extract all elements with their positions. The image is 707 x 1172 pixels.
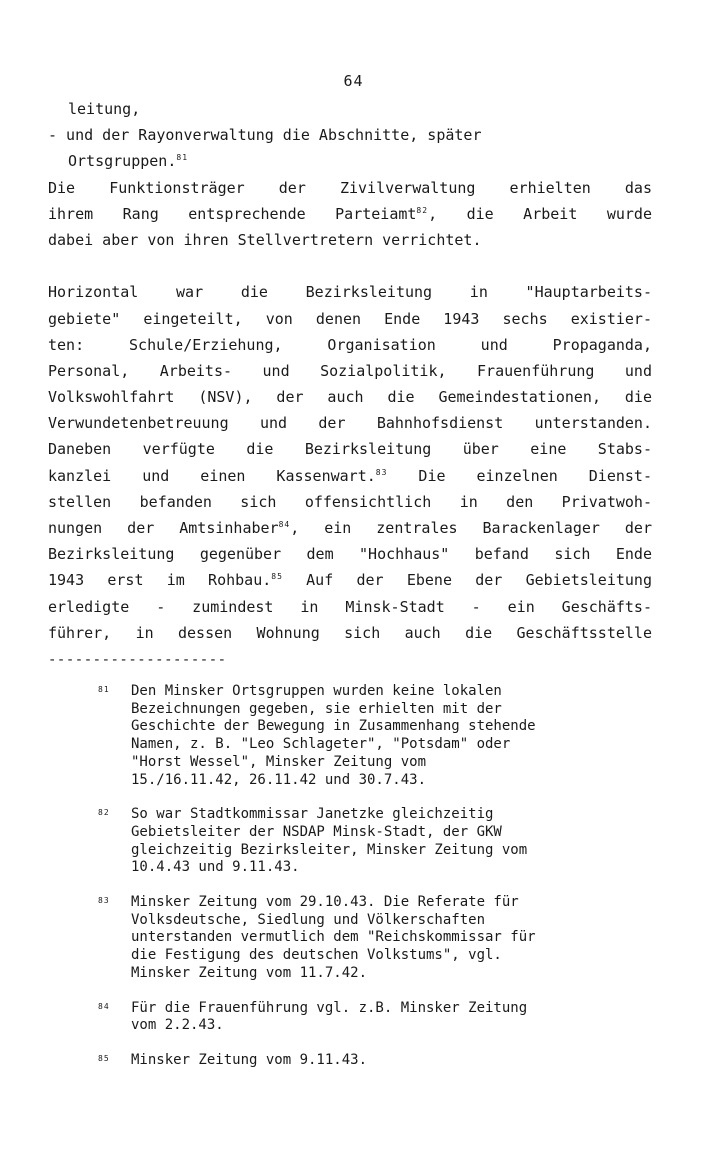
footnote-ref: 83 bbox=[375, 467, 388, 477]
footnote-line: Gebietsleiter der NSDAP Minsk-Stadt, der GKW bbox=[131, 823, 502, 840]
text-line bbox=[48, 463, 652, 489]
text-line bbox=[48, 279, 652, 305]
line-text: Horizontal war die Bezirksleitung in "Hauptarbeits- bbox=[48, 283, 652, 302]
footnote-item bbox=[98, 1052, 658, 1070]
text-line bbox=[48, 489, 652, 515]
line-text: gebiete" eingeteilt, von denen Ende 1943 sechs existier- bbox=[48, 309, 652, 328]
intro-paragraph bbox=[48, 96, 652, 253]
footnote-item bbox=[98, 806, 658, 877]
line-text: nungen der Amtsinhaber bbox=[48, 519, 279, 537]
footnote-line: gleichzeitig Bezirksleiter, Minsker Zeitung vom bbox=[131, 841, 528, 858]
line-text: Die Funktionsträger der Zivilverwaltung erhielten das bbox=[48, 178, 652, 197]
text-line bbox=[48, 306, 652, 332]
footnote-ref: 84 bbox=[278, 520, 291, 529]
footnote-line: Für die Frauenführung vgl. z.B. Minsker Zeitung bbox=[131, 999, 528, 1016]
text-line bbox=[48, 175, 652, 201]
footnote-ref: 85 bbox=[271, 572, 283, 582]
text-line bbox=[48, 567, 652, 593]
line-text: Bezirksleitung gegenüber dem "Hochhaus" befand sich Ende bbox=[48, 545, 652, 564]
footnote-line: Bezeichnungen gegeben, sie erhielten mit der bbox=[131, 700, 502, 717]
footnote-number: 82 bbox=[98, 808, 110, 818]
footnote-number: 85 bbox=[98, 1053, 110, 1063]
line-text: erledigte - zumindest in Minsk-Stadt - ein Geschäfts- bbox=[48, 597, 652, 616]
line-text-continued: Die einzelnen Dienst- bbox=[387, 466, 652, 485]
footnote-line: Den Minsker Ortsgruppen wurden keine lokalen bbox=[131, 683, 502, 699]
footnote-number: 84 bbox=[98, 1001, 110, 1011]
text-line bbox=[48, 96, 652, 122]
line-text: stellen befanden sich offensichtlich in den Privatwoh- bbox=[48, 492, 652, 511]
text-line bbox=[48, 541, 652, 567]
line-text: leitung, bbox=[68, 100, 141, 118]
line-text: - und der Rayonverwaltung die Abschnitte, später bbox=[48, 126, 482, 145]
footnote-line: Minsker Zeitung vom 11.7.42. bbox=[131, 964, 368, 981]
line-text: führer, in dessen Wohnung sich auch die Geschäftsstelle bbox=[48, 623, 652, 642]
text-line bbox=[48, 332, 652, 358]
footnote-line: unterstanden vermutlich dem "Reichskommissar für bbox=[131, 929, 536, 946]
line-text-continued: , die Arbeit wurde bbox=[428, 204, 652, 223]
text-line bbox=[48, 148, 652, 174]
footnote-number: 81 bbox=[98, 685, 110, 694]
text-line bbox=[48, 436, 652, 462]
footnote-number: 83 bbox=[98, 896, 110, 906]
footnote-line: Minsker Zeitung vom 29.10.43. Die Referate für bbox=[131, 894, 519, 911]
footnote-ref: 81 bbox=[176, 153, 189, 163]
text-line bbox=[48, 594, 652, 620]
text-line bbox=[48, 122, 652, 148]
body-text bbox=[48, 96, 652, 646]
line-text: kanzlei und einen Kassenwart. bbox=[48, 466, 376, 485]
text-line bbox=[48, 358, 652, 384]
text-line bbox=[48, 227, 652, 253]
footnote-separator: -------------------- bbox=[48, 652, 227, 668]
footnote-item bbox=[98, 894, 658, 983]
page-number: 64 bbox=[343, 72, 364, 90]
footnote-line: die Festigung des deutschen Volkstums", vgl. bbox=[131, 947, 502, 964]
footnote-line: "Horst Wessel", Minsker Zeitung vom bbox=[131, 753, 427, 770]
line-text: Daneben verfügte die Bezirksleitung über eine Stabs- bbox=[48, 440, 652, 459]
line-text: 1943 erst im Rohbau. bbox=[48, 571, 272, 590]
footnote-ref: 82 bbox=[416, 205, 429, 215]
footnote-line: Geschichte der Bewegung in Zusammenhang stehende bbox=[131, 718, 536, 735]
footnote-line: So war Stadtkommissar Janetzke gleichzeitig bbox=[131, 806, 494, 823]
line-text-continued: , ein zentrales Barackenlager der bbox=[290, 519, 652, 537]
line-text: dabei aber von ihren Stellvertretern verrichtet. bbox=[48, 230, 482, 249]
footnote-line: Namen, z. B. "Leo Schlageter", "Potsdam" oder bbox=[131, 736, 511, 753]
footnote-item bbox=[98, 1000, 658, 1035]
footnote-line: Minsker Zeitung vom 9.11.43. bbox=[131, 1051, 368, 1068]
text-line bbox=[48, 620, 652, 646]
main-paragraph bbox=[48, 279, 652, 646]
text-line bbox=[48, 201, 652, 227]
line-text: Volkswohlfahrt (NSV), der auch die Gemeindestationen, die bbox=[48, 388, 652, 407]
footnote-line: 15./16.11.42, 26.11.42 und 30.7.43. bbox=[131, 771, 427, 788]
footnote-line: Volksdeutsche, Siedlung und Völkerschaften bbox=[131, 911, 486, 928]
paragraph-gap bbox=[48, 253, 652, 279]
line-text-continued: Auf der Ebene der Gebietsleitung bbox=[282, 571, 652, 590]
text-line bbox=[48, 384, 652, 410]
footnote-line: 10.4.43 und 9.11.43. bbox=[131, 859, 300, 876]
text-line bbox=[48, 515, 652, 541]
footnote-line: vom 2.2.43. bbox=[131, 1017, 224, 1034]
line-text: ihrem Rang entsprechende Parteiamt bbox=[48, 204, 417, 223]
footnotes bbox=[98, 683, 658, 1087]
line-text: Verwundetenbetreuung und der Bahnhofsdienst unterstanden. bbox=[48, 414, 652, 433]
text-line bbox=[48, 410, 652, 436]
line-text: ten: Schule/Erziehung, Organisation und Propaganda, bbox=[48, 335, 652, 354]
line-text: Ortsgruppen. bbox=[68, 152, 177, 171]
line-text: Personal, Arbeits- und Sozialpolitik, Frauenführung und bbox=[48, 361, 652, 380]
footnote-item bbox=[98, 683, 658, 789]
